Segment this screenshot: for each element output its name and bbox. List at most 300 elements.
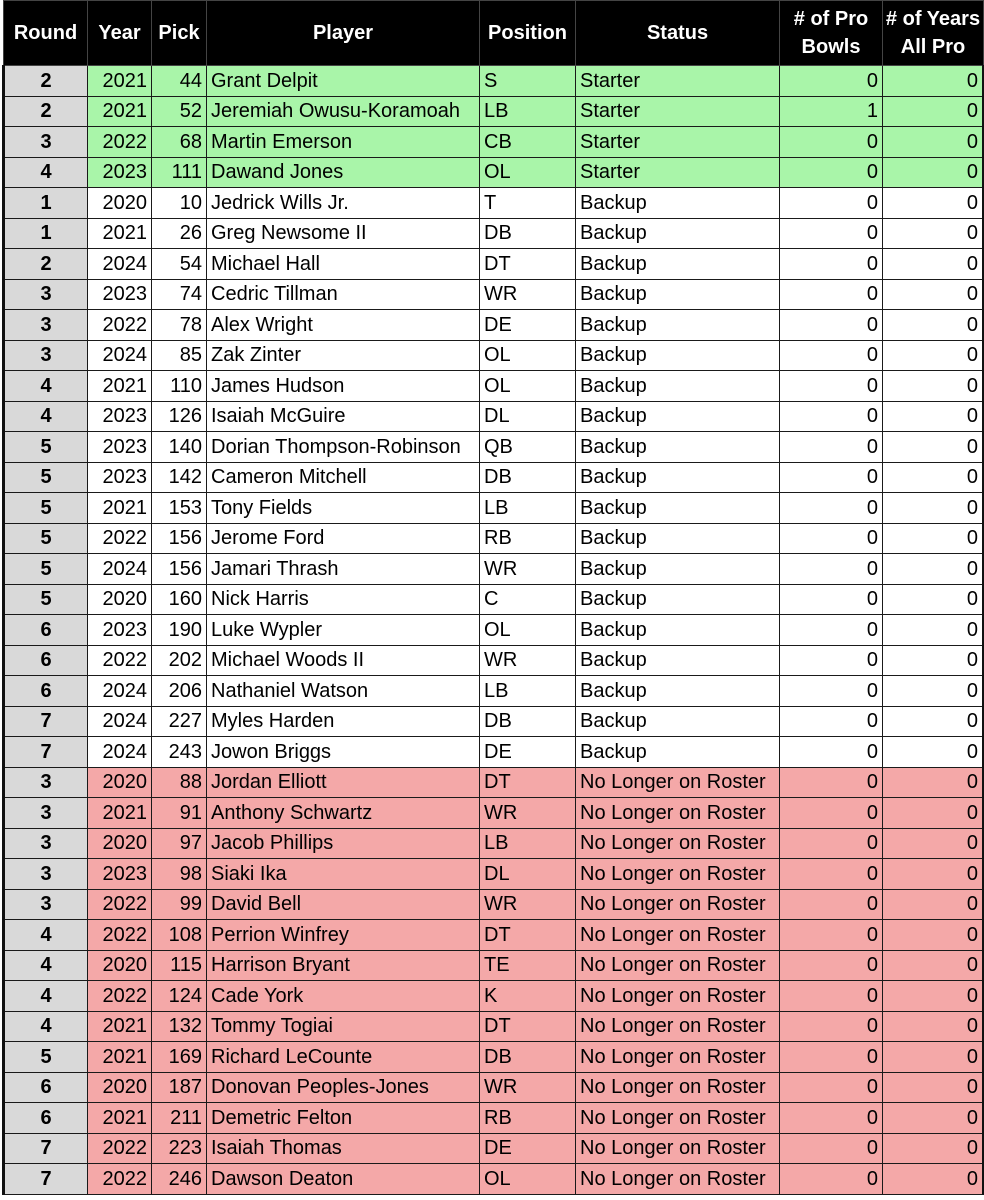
table-row [4,401,984,432]
cell-round: 4 [4,981,88,1012]
cell-status: No Longer on Roster [576,920,780,951]
cell-round: 2 [4,96,88,127]
cell-pro-bowls: 0 [780,889,883,920]
cell-all-pro: 0 [883,1072,984,1103]
header-round: Round [4,1,88,66]
table-row [4,1042,984,1073]
cell-position: OL [480,340,576,371]
cell-player: Nathaniel Watson [207,676,480,707]
cell-position: WR [480,279,576,310]
cell-pick: 153 [152,493,207,524]
cell-round: 5 [4,432,88,463]
cell-all-pro: 0 [883,157,984,188]
table-row [4,96,984,127]
cell-player: Jowon Briggs [207,737,480,768]
cell-round: 3 [4,889,88,920]
cell-all-pro: 0 [883,645,984,676]
table-header [4,1,984,66]
cell-player: Dawand Jones [207,157,480,188]
table-body [4,66,984,1195]
cell-pick: 98 [152,859,207,890]
cell-round: 7 [4,706,88,737]
cell-status: No Longer on Roster [576,798,780,829]
cell-pick: 156 [152,554,207,585]
cell-pro-bowls: 0 [780,1133,883,1164]
cell-player: Dorian Thompson-Robinson [207,432,480,463]
cell-pick: 124 [152,981,207,1012]
cell-year: 2021 [88,493,152,524]
cell-player: Jedrick Wills Jr. [207,188,480,219]
cell-round: 2 [4,66,88,97]
cell-all-pro: 0 [883,66,984,97]
cell-status: Backup [576,615,780,646]
cell-pro-bowls: 0 [780,1011,883,1042]
header-pro-bowls [780,1,883,66]
table-row [4,279,984,310]
cell-player: Alex Wright [207,310,480,341]
cell-position: C [480,584,576,615]
cell-position: DT [480,920,576,951]
cell-status: Backup [576,493,780,524]
header-pick: Pick [152,1,207,66]
cell-player: Zak Zinter [207,340,480,371]
table-row [4,127,984,158]
cell-position: OL [480,157,576,188]
cell-player: James Hudson [207,371,480,402]
cell-status: Backup [576,188,780,219]
cell-pick: 74 [152,279,207,310]
cell-year: 2022 [88,981,152,1012]
cell-status: Backup [576,645,780,676]
cell-player: Anthony Schwartz [207,798,480,829]
cell-position: TE [480,950,576,981]
cell-pick: 10 [152,188,207,219]
table-row [4,1072,984,1103]
table-row [4,737,984,768]
cell-round: 5 [4,554,88,585]
cell-round: 5 [4,1042,88,1073]
cell-pick: 142 [152,462,207,493]
cell-all-pro: 0 [883,371,984,402]
cell-position: OL [480,371,576,402]
cell-pro-bowls: 0 [780,249,883,280]
cell-pick: 156 [152,523,207,554]
cell-pro-bowls: 0 [780,554,883,585]
cell-all-pro: 0 [883,340,984,371]
table-row [4,310,984,341]
cell-pick: 108 [152,920,207,951]
cell-player: Cedric Tillman [207,279,480,310]
cell-position: CB [480,127,576,158]
cell-round: 2 [4,249,88,280]
cell-year: 2021 [88,66,152,97]
cell-status: Starter [576,127,780,158]
cell-status: No Longer on Roster [576,828,780,859]
header-row [4,1,984,66]
cell-year: 2024 [88,340,152,371]
cell-pro-bowls: 0 [780,1103,883,1134]
cell-pro-bowls: 0 [780,310,883,341]
cell-year: 2023 [88,462,152,493]
cell-year: 2021 [88,1011,152,1042]
cell-all-pro: 0 [883,981,984,1012]
table-row [4,249,984,280]
table-row [4,462,984,493]
cell-pro-bowls: 0 [780,127,883,158]
cell-position: QB [480,432,576,463]
cell-pick: 169 [152,1042,207,1073]
cell-year: 2022 [88,645,152,676]
cell-player: Donovan Peoples-Jones [207,1072,480,1103]
cell-position: RB [480,523,576,554]
cell-all-pro: 0 [883,218,984,249]
table-row [4,66,984,97]
cell-pick: 211 [152,1103,207,1134]
cell-pick: 115 [152,950,207,981]
cell-status: Backup [576,737,780,768]
cell-pro-bowls: 0 [780,66,883,97]
cell-status: Backup [576,371,780,402]
cell-pick: 88 [152,767,207,798]
cell-status: Backup [576,523,780,554]
cell-position: DL [480,859,576,890]
cell-pick: 78 [152,310,207,341]
cell-pick: 97 [152,828,207,859]
cell-pro-bowls: 0 [780,401,883,432]
cell-pro-bowls: 0 [780,859,883,890]
cell-status: No Longer on Roster [576,1042,780,1073]
header-pro-bowls-line2: Bowls [801,36,861,58]
cell-position: LB [480,493,576,524]
cell-pick: 110 [152,371,207,402]
cell-year: 2020 [88,767,152,798]
cell-pro-bowls: 0 [780,706,883,737]
cell-pro-bowls: 0 [780,645,883,676]
header-status: Status [576,1,780,66]
cell-round: 3 [4,767,88,798]
cell-position: S [480,66,576,97]
cell-pick: 227 [152,706,207,737]
cell-round: 4 [4,1011,88,1042]
cell-position: WR [480,1072,576,1103]
cell-player: Isaiah McGuire [207,401,480,432]
cell-all-pro: 0 [883,828,984,859]
cell-status: Starter [576,66,780,97]
cell-round: 5 [4,462,88,493]
cell-player: Michael Woods II [207,645,480,676]
cell-pick: 132 [152,1011,207,1042]
cell-player: Jerome Ford [207,523,480,554]
cell-all-pro: 0 [883,310,984,341]
cell-year: 2021 [88,371,152,402]
table-row [4,828,984,859]
cell-round: 1 [4,188,88,219]
cell-pro-bowls: 0 [780,1072,883,1103]
cell-position: OL [480,1164,576,1195]
cell-year: 2021 [88,1103,152,1134]
cell-player: Jamari Thrash [207,554,480,585]
cell-player: Tommy Togiai [207,1011,480,1042]
cell-status: Starter [576,157,780,188]
cell-all-pro: 0 [883,1042,984,1073]
cell-all-pro: 0 [883,401,984,432]
cell-position: DB [480,706,576,737]
header-pro-bowls-line1: # of Pro [793,8,869,30]
cell-year: 2023 [88,279,152,310]
cell-pick: 111 [152,157,207,188]
cell-round: 4 [4,157,88,188]
cell-pro-bowls: 0 [780,798,883,829]
cell-position: T [480,188,576,219]
cell-all-pro: 0 [883,279,984,310]
cell-all-pro: 0 [883,249,984,280]
cell-year: 2020 [88,950,152,981]
cell-pro-bowls: 0 [780,828,883,859]
table-row [4,523,984,554]
cell-pick: 68 [152,127,207,158]
cell-all-pro: 0 [883,523,984,554]
cell-pro-bowls: 0 [780,981,883,1012]
cell-round: 3 [4,340,88,371]
cell-player: David Bell [207,889,480,920]
cell-pro-bowls: 0 [780,432,883,463]
cell-status: Backup [576,279,780,310]
table-row [4,981,984,1012]
cell-status: Starter [576,96,780,127]
cell-position: WR [480,889,576,920]
cell-pick: 206 [152,676,207,707]
cell-round: 4 [4,920,88,951]
cell-position: OL [480,615,576,646]
table-row [4,676,984,707]
cell-round: 3 [4,798,88,829]
cell-all-pro: 0 [883,96,984,127]
cell-status: Backup [576,310,780,341]
cell-status: Backup [576,401,780,432]
cell-all-pro: 0 [883,889,984,920]
cell-all-pro: 0 [883,493,984,524]
cell-player: Harrison Bryant [207,950,480,981]
cell-all-pro: 0 [883,950,984,981]
cell-position: WR [480,798,576,829]
cell-status: Backup [576,432,780,463]
cell-status: Backup [576,218,780,249]
cell-year: 2023 [88,432,152,463]
cell-position: RB [480,1103,576,1134]
cell-status: No Longer on Roster [576,889,780,920]
cell-pro-bowls: 0 [780,218,883,249]
cell-round: 7 [4,737,88,768]
cell-status: No Longer on Roster [576,1103,780,1134]
cell-round: 4 [4,371,88,402]
cell-year: 2021 [88,96,152,127]
cell-position: DB [480,1042,576,1073]
cell-all-pro: 0 [883,920,984,951]
cell-all-pro: 0 [883,615,984,646]
cell-player: Richard LeCounte [207,1042,480,1073]
table-row [4,371,984,402]
cell-pick: 223 [152,1133,207,1164]
table-row [4,157,984,188]
header-year: Year [88,1,152,66]
cell-all-pro: 0 [883,706,984,737]
cell-round: 3 [4,127,88,158]
cell-pro-bowls: 0 [780,1042,883,1073]
table-row [4,340,984,371]
table-row [4,1133,984,1164]
cell-year: 2023 [88,157,152,188]
cell-pro-bowls: 0 [780,615,883,646]
cell-position: DT [480,249,576,280]
cell-player: Siaki Ika [207,859,480,890]
cell-year: 2022 [88,1164,152,1195]
cell-pro-bowls: 0 [780,950,883,981]
table-row [4,798,984,829]
cell-player: Isaiah Thomas [207,1133,480,1164]
cell-year: 2022 [88,889,152,920]
cell-player: Greg Newsome II [207,218,480,249]
cell-pro-bowls: 0 [780,676,883,707]
cell-all-pro: 0 [883,1133,984,1164]
cell-pick: 85 [152,340,207,371]
cell-pick: 190 [152,615,207,646]
cell-year: 2024 [88,737,152,768]
cell-round: 6 [4,1072,88,1103]
cell-status: Backup [576,462,780,493]
cell-year: 2024 [88,706,152,737]
table-row [4,645,984,676]
cell-position: DB [480,462,576,493]
header-all-pro [883,1,984,66]
header-all-pro-line1: # of Years [885,8,981,30]
cell-position: LB [480,676,576,707]
cell-pro-bowls: 0 [780,1164,883,1195]
cell-player: Perrion Winfrey [207,920,480,951]
cell-pick: 187 [152,1072,207,1103]
cell-status: No Longer on Roster [576,767,780,798]
cell-pro-bowls: 0 [780,340,883,371]
cell-position: WR [480,554,576,585]
cell-pick: 140 [152,432,207,463]
cell-status: No Longer on Roster [576,950,780,981]
cell-pro-bowls: 0 [780,188,883,219]
table-row [4,920,984,951]
cell-round: 6 [4,676,88,707]
cell-player: Jacob Phillips [207,828,480,859]
cell-year: 2021 [88,218,152,249]
cell-year: 2022 [88,310,152,341]
cell-round: 7 [4,1133,88,1164]
cell-all-pro: 0 [883,737,984,768]
cell-pick: 52 [152,96,207,127]
cell-year: 2020 [88,188,152,219]
cell-year: 2020 [88,1072,152,1103]
table-row [4,1011,984,1042]
table-row [4,950,984,981]
cell-all-pro: 0 [883,554,984,585]
cell-year: 2023 [88,401,152,432]
cell-all-pro: 0 [883,1164,984,1195]
cell-round: 1 [4,218,88,249]
cell-position: WR [480,645,576,676]
cell-all-pro: 0 [883,859,984,890]
cell-pick: 44 [152,66,207,97]
cell-all-pro: 0 [883,432,984,463]
cell-year: 2022 [88,1133,152,1164]
cell-player: Myles Harden [207,706,480,737]
table-row [4,493,984,524]
cell-status: No Longer on Roster [576,981,780,1012]
cell-all-pro: 0 [883,188,984,219]
cell-player: Martin Emerson [207,127,480,158]
cell-pick: 54 [152,249,207,280]
table-row [4,615,984,646]
table-row [4,1164,984,1195]
cell-year: 2024 [88,554,152,585]
table-row [4,1103,984,1134]
cell-round: 5 [4,584,88,615]
cell-position: DE [480,310,576,341]
table-row [4,554,984,585]
cell-position: DT [480,767,576,798]
table-row [4,706,984,737]
cell-round: 3 [4,859,88,890]
cell-status: Backup [576,340,780,371]
cell-position: DT [480,1011,576,1042]
cell-pick: 243 [152,737,207,768]
cell-status: No Longer on Roster [576,1011,780,1042]
cell-year: 2023 [88,859,152,890]
cell-position: LB [480,96,576,127]
cell-pick: 26 [152,218,207,249]
table-row [4,767,984,798]
cell-year: 2021 [88,1042,152,1073]
cell-status: No Longer on Roster [576,1164,780,1195]
cell-pick: 126 [152,401,207,432]
cell-round: 5 [4,523,88,554]
cell-all-pro: 0 [883,1103,984,1134]
table-row [4,218,984,249]
cell-pro-bowls: 0 [780,584,883,615]
cell-round: 3 [4,310,88,341]
cell-player: Michael Hall [207,249,480,280]
header-position: Position [480,1,576,66]
header-player: Player [207,1,480,66]
cell-year: 2020 [88,828,152,859]
cell-player: Luke Wypler [207,615,480,646]
cell-year: 2022 [88,920,152,951]
cell-player: Nick Harris [207,584,480,615]
cell-all-pro: 0 [883,798,984,829]
cell-position: LB [480,828,576,859]
cell-round: 6 [4,1103,88,1134]
cell-round: 6 [4,645,88,676]
cell-pro-bowls: 1 [780,96,883,127]
cell-round: 7 [4,1164,88,1195]
cell-round: 3 [4,828,88,859]
cell-status: Backup [576,706,780,737]
cell-pick: 202 [152,645,207,676]
cell-position: DE [480,737,576,768]
cell-status: No Longer on Roster [576,859,780,890]
cell-pick: 99 [152,889,207,920]
cell-round: 5 [4,493,88,524]
table-row [4,188,984,219]
table-row [4,432,984,463]
cell-year: 2021 [88,798,152,829]
cell-pro-bowls: 0 [780,523,883,554]
cell-status: Backup [576,249,780,280]
